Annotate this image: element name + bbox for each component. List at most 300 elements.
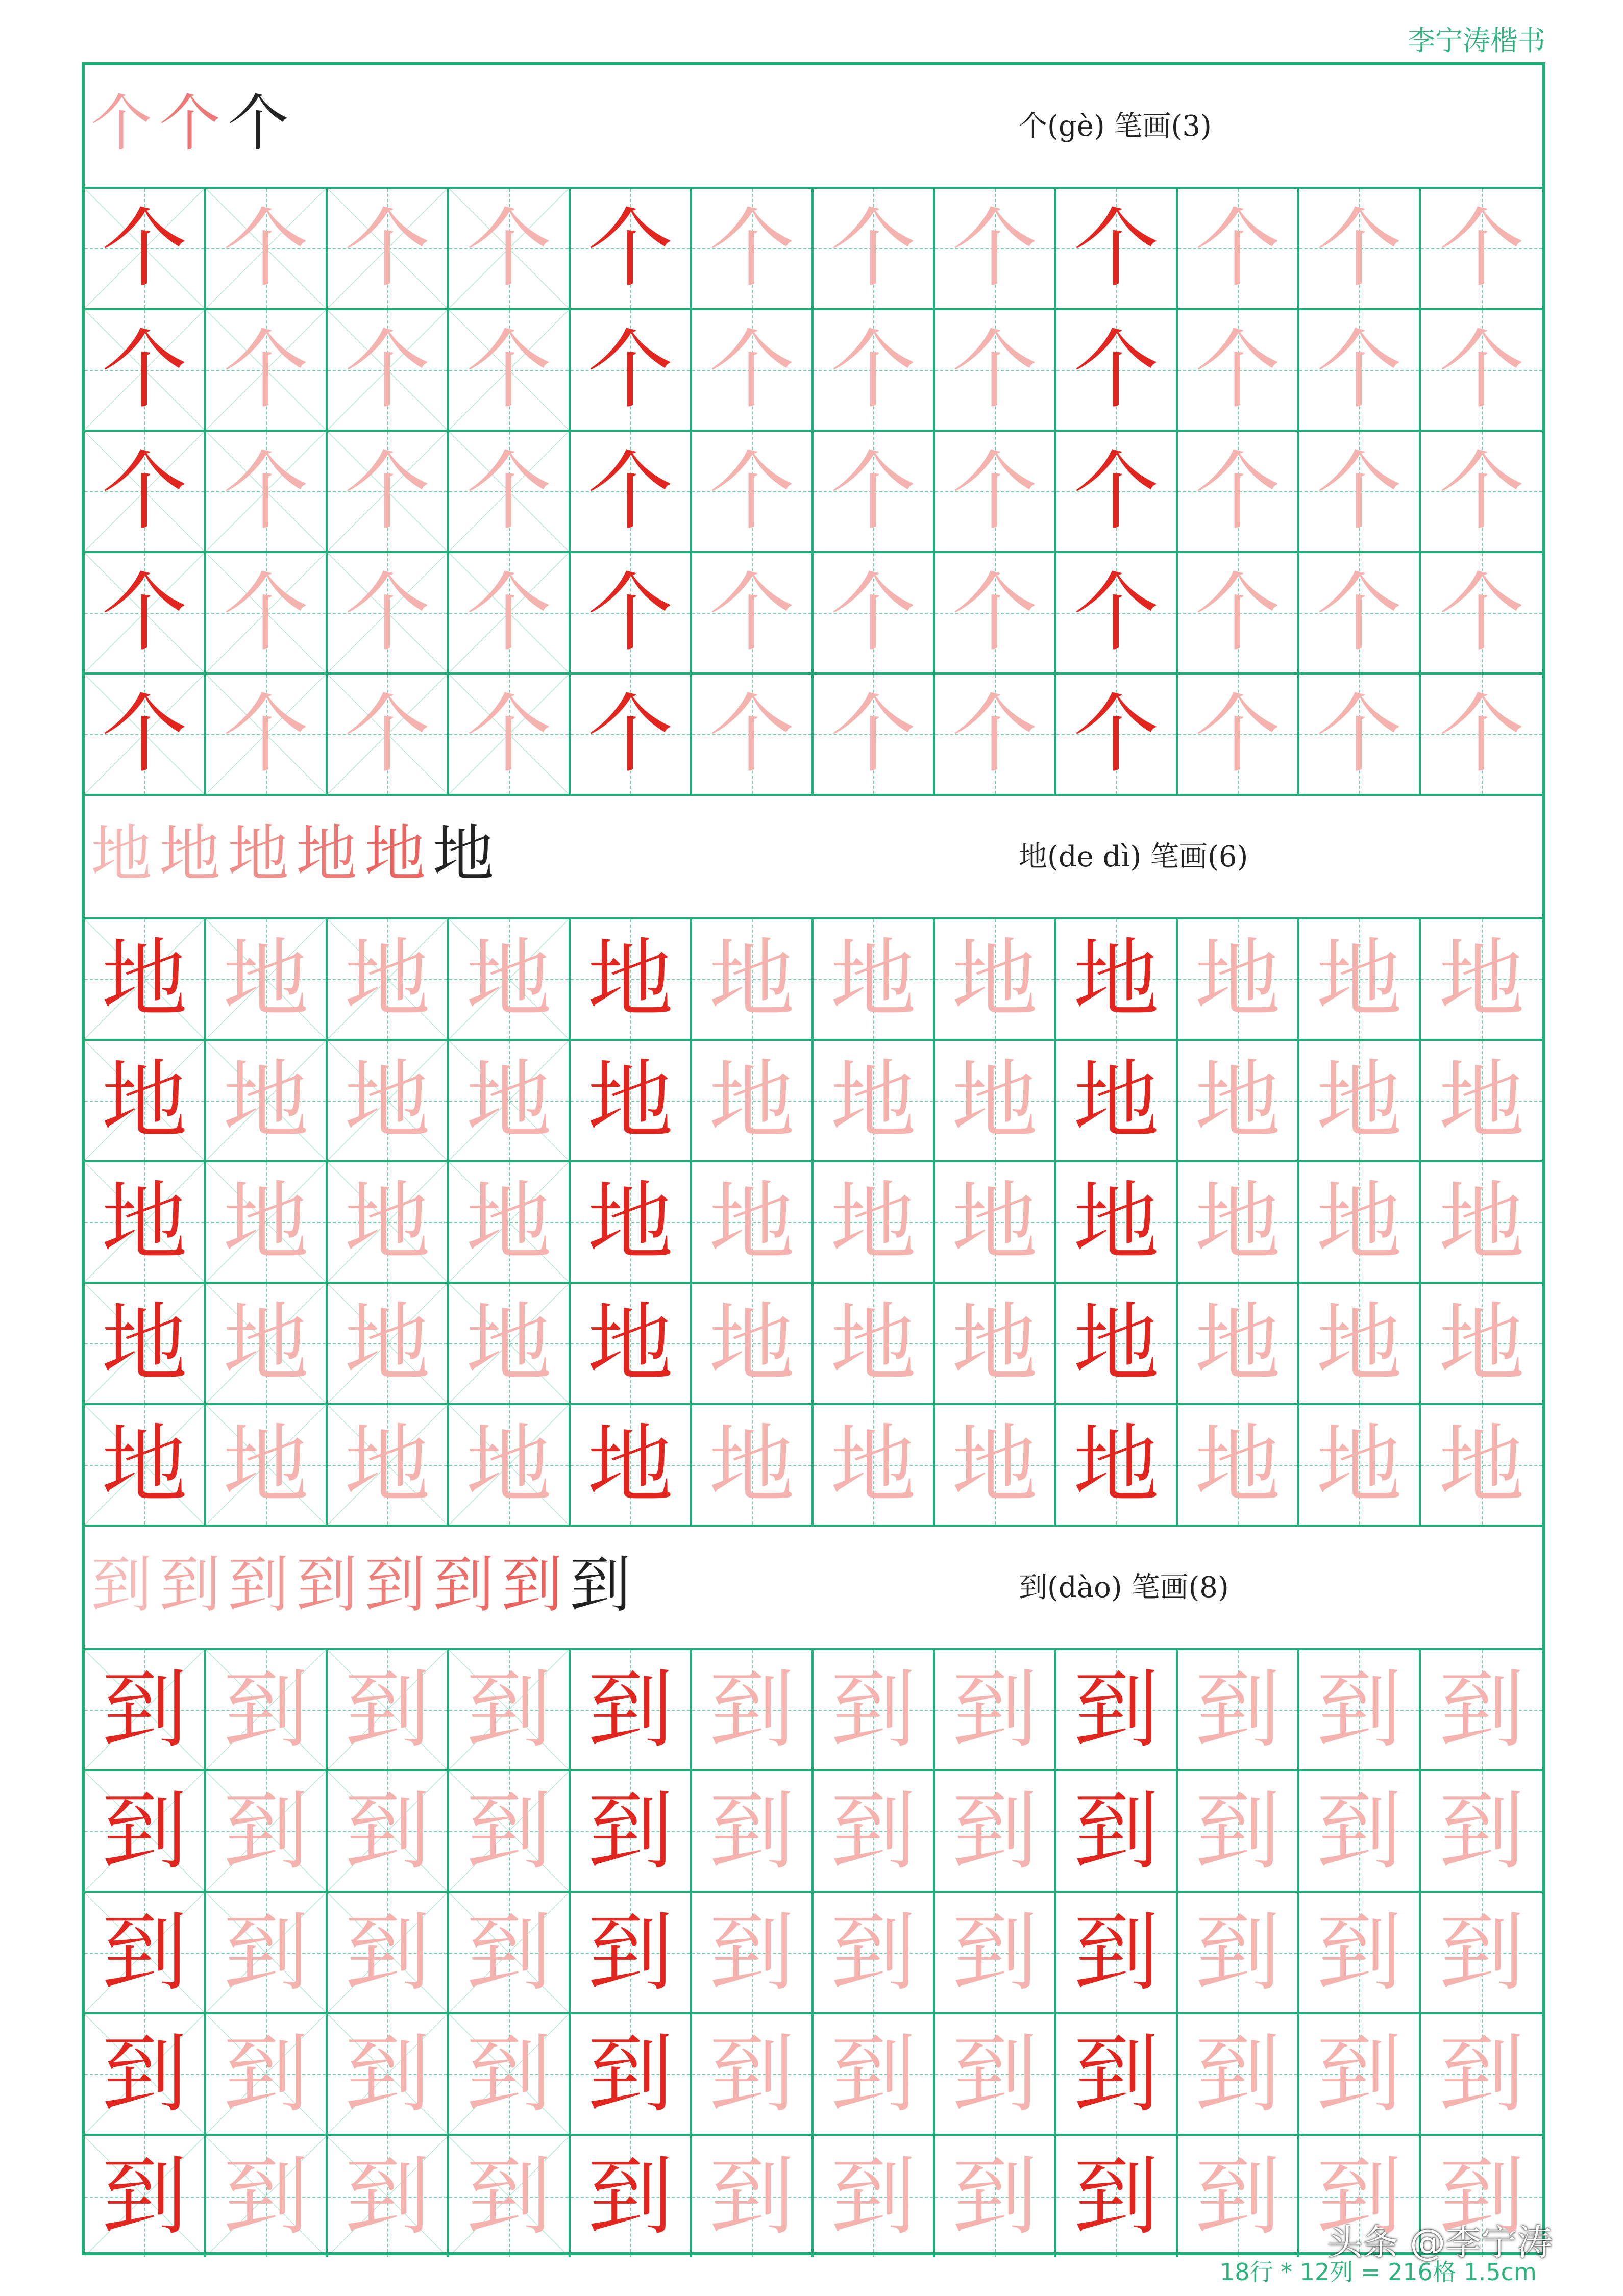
stroke-step: 到 (364, 1550, 426, 1620)
trace-character: 个 (345, 684, 430, 784)
practice-cell (1178, 1650, 1299, 1771)
practice-cell (206, 675, 328, 796)
practice-cell (814, 2014, 935, 2136)
practice-cell (692, 919, 814, 1041)
practice-cell (571, 1284, 692, 1405)
stroke-step: 地 (91, 819, 152, 890)
practice-cell (1299, 553, 1421, 675)
practice-cell (328, 553, 449, 675)
trace-character: 地 (223, 1051, 309, 1151)
practice-cell (449, 1405, 571, 1527)
trace-character: 个 (1439, 563, 1524, 663)
practice-cell (85, 432, 206, 553)
model-character: 个 (102, 320, 187, 420)
practice-cell (449, 1650, 571, 1771)
practice-cell (814, 1405, 935, 1527)
trace-character: 个 (345, 563, 430, 663)
practice-cell (1178, 553, 1299, 675)
practice-cell (1421, 432, 1542, 553)
trace-character: 地 (1316, 1051, 1402, 1151)
trace-character: 到 (952, 1781, 1038, 1881)
trace-character: 个 (345, 198, 430, 298)
model-character: 地 (1073, 1172, 1159, 1272)
practice-cell (1178, 1771, 1299, 1893)
trace-character: 到 (345, 2147, 430, 2247)
stroke-step: 到 (501, 1550, 562, 1620)
model-character: 地 (102, 929, 187, 1029)
trace-character: 到 (1195, 1903, 1281, 2003)
practice-cell (692, 2136, 814, 2257)
practice-cell (449, 2014, 571, 2136)
practice-cell (449, 189, 571, 310)
trace-character: 地 (952, 1051, 1038, 1151)
practice-cell (1056, 1893, 1178, 2014)
trace-character: 地 (1439, 1051, 1524, 1151)
practice-cell (935, 1893, 1056, 2014)
trace-character: 个 (223, 563, 309, 663)
trace-character: 个 (1195, 684, 1281, 784)
practice-cell (85, 553, 206, 675)
model-character: 个 (1073, 441, 1159, 541)
practice-cell (571, 1771, 692, 1893)
practice-cell (935, 1650, 1056, 1771)
model-character: 个 (587, 320, 673, 420)
practice-cell (1178, 310, 1299, 432)
trace-character: 到 (466, 1903, 552, 2003)
practice-cell (814, 189, 935, 310)
trace-character: 个 (952, 563, 1038, 663)
practice-cell (1178, 675, 1299, 796)
model-character: 个 (587, 441, 673, 541)
practice-cell (85, 2136, 206, 2257)
trace-character: 个 (466, 441, 552, 541)
model-character: 个 (1073, 563, 1159, 663)
trace-character: 地 (830, 1051, 916, 1151)
practice-cell (571, 189, 692, 310)
practice-cell (206, 2136, 328, 2257)
stroke-order-sequence (91, 816, 501, 893)
practice-cell (1299, 189, 1421, 310)
trace-character: 到 (1316, 2024, 1402, 2124)
trace-character: 到 (223, 1903, 309, 2003)
practice-cell (935, 1405, 1056, 1527)
practice-cell (692, 553, 814, 675)
practice-cell (1299, 1405, 1421, 1527)
practice-cell (1421, 1405, 1542, 1527)
trace-character: 地 (830, 929, 916, 1029)
trace-character: 到 (223, 2147, 309, 2247)
practice-cell (814, 1041, 935, 1162)
stroke-step: 到 (570, 1550, 631, 1620)
trace-character: 地 (223, 1415, 309, 1515)
practice-cell (85, 1284, 206, 1405)
trace-character: 地 (1439, 1293, 1524, 1393)
trace-character: 地 (1195, 1172, 1281, 1272)
trace-character: 地 (709, 1293, 795, 1393)
practice-cell (85, 1771, 206, 1893)
practice-cell (571, 1893, 692, 2014)
practice-cell (1299, 1162, 1421, 1284)
practice-cell (206, 553, 328, 675)
practice-cell (692, 432, 814, 553)
practice-cell (85, 919, 206, 1041)
practice-cell (692, 2014, 814, 2136)
practice-cell (1299, 310, 1421, 432)
practice-cell (206, 919, 328, 1041)
practice-cell (1421, 675, 1542, 796)
trace-character: 地 (709, 1415, 795, 1515)
practice-cell (935, 189, 1056, 310)
trace-character: 地 (223, 929, 309, 1029)
section-header (85, 65, 1542, 189)
practice-cell (449, 1771, 571, 1893)
trace-character: 到 (830, 1903, 916, 2003)
stroke-step: 到 (228, 1550, 289, 1620)
stroke-step: 到 (296, 1550, 357, 1620)
trace-character: 地 (709, 1051, 795, 1151)
model-character: 个 (1073, 684, 1159, 784)
practice-cell (935, 919, 1056, 1041)
trace-character: 地 (345, 929, 430, 1029)
trace-character: 地 (466, 1172, 552, 1272)
practice-cell (328, 919, 449, 1041)
stroke-step: 到 (91, 1550, 152, 1620)
trace-character: 到 (1439, 1903, 1524, 2003)
trace-character: 到 (223, 1781, 309, 1881)
trace-character: 到 (1439, 1781, 1524, 1881)
model-character: 地 (587, 929, 673, 1029)
trace-character: 地 (1439, 1415, 1524, 1515)
practice-cell (206, 1284, 328, 1405)
trace-character: 地 (830, 1415, 916, 1515)
practice-cell (1299, 432, 1421, 553)
trace-character: 到 (830, 2024, 916, 2124)
practice-cell (935, 553, 1056, 675)
trace-character: 到 (830, 1660, 916, 1760)
trace-character: 个 (1195, 441, 1281, 541)
practice-cell (692, 1162, 814, 1284)
practice-cell (1299, 2014, 1421, 2136)
practice-cell (1178, 2136, 1299, 2257)
trace-character: 到 (466, 2147, 552, 2247)
practice-cell (206, 310, 328, 432)
practice-cell (571, 675, 692, 796)
character-info: 到(dào) 笔画(8) (1019, 1571, 1229, 1604)
trace-character: 个 (1195, 198, 1281, 298)
model-character: 到 (1073, 1660, 1159, 1760)
practice-cell (1299, 1041, 1421, 1162)
model-character: 地 (102, 1172, 187, 1272)
practice-cell (1178, 189, 1299, 310)
model-character: 到 (1073, 2147, 1159, 2247)
practice-cell (571, 432, 692, 553)
trace-character: 个 (1439, 198, 1524, 298)
practice-cell (1056, 1405, 1178, 1527)
trace-character: 个 (223, 684, 309, 784)
practice-cell (814, 675, 935, 796)
practice-cell (571, 919, 692, 1041)
practice-cell (328, 189, 449, 310)
trace-character: 个 (1195, 563, 1281, 663)
model-character: 地 (1073, 1415, 1159, 1515)
trace-character: 个 (1316, 441, 1402, 541)
practice-cell (814, 1650, 935, 1771)
practice-cell (814, 310, 935, 432)
trace-character: 地 (1316, 1293, 1402, 1393)
trace-character: 到 (1316, 1781, 1402, 1881)
practice-cell (206, 1893, 328, 2014)
trace-character: 到 (1439, 1660, 1524, 1760)
practice-cell (1056, 1041, 1178, 1162)
practice-cell (935, 1041, 1056, 1162)
trace-character: 到 (709, 1660, 795, 1760)
trace-character: 个 (830, 684, 916, 784)
model-character: 到 (102, 1903, 187, 2003)
model-character: 个 (587, 684, 673, 784)
practice-cell (449, 432, 571, 553)
practice-grid (85, 919, 1542, 1527)
trace-character: 地 (1316, 1415, 1402, 1515)
trace-character: 个 (1195, 320, 1281, 420)
practice-cell (1056, 675, 1178, 796)
practice-cell (85, 675, 206, 796)
practice-cell (692, 1405, 814, 1527)
practice-cell (328, 1893, 449, 2014)
practice-cell (1178, 1893, 1299, 2014)
practice-cell (1299, 919, 1421, 1041)
trace-character: 个 (1439, 320, 1524, 420)
trace-character: 地 (1316, 1172, 1402, 1272)
practice-cell (935, 432, 1056, 553)
model-character: 到 (587, 2024, 673, 2124)
model-character: 个 (102, 563, 187, 663)
trace-character: 地 (345, 1172, 430, 1272)
trace-character: 到 (1316, 2147, 1402, 2247)
stroke-step: 地 (228, 819, 289, 890)
practice-cell (1056, 189, 1178, 310)
trace-character: 地 (1195, 1415, 1281, 1515)
practice-cell (935, 675, 1056, 796)
trace-character: 地 (709, 1172, 795, 1272)
practice-cell (449, 675, 571, 796)
model-character: 个 (1073, 320, 1159, 420)
practice-cell (1056, 310, 1178, 432)
practice-cell (692, 1284, 814, 1405)
trace-character: 个 (1316, 198, 1402, 298)
practice-cell (814, 1771, 935, 1893)
practice-cell (571, 1405, 692, 1527)
trace-character: 到 (1439, 2147, 1524, 2247)
trace-character: 个 (830, 563, 916, 663)
trace-character: 到 (709, 1781, 795, 1881)
watermark: 头条 @李宁涛 (1327, 2222, 1553, 2263)
practice-cell (328, 1162, 449, 1284)
trace-character: 个 (223, 441, 309, 541)
practice-cell (814, 1893, 935, 2014)
practice-cell (449, 1041, 571, 1162)
trace-character: 个 (952, 441, 1038, 541)
practice-cell (449, 2136, 571, 2257)
model-character: 个 (587, 563, 673, 663)
stroke-order-sequence (91, 86, 296, 162)
model-character: 到 (587, 2147, 673, 2247)
section-header (85, 1527, 1542, 1650)
stroke-step: 地 (159, 819, 220, 890)
trace-character: 个 (1439, 441, 1524, 541)
practice-cell (1299, 1893, 1421, 2014)
practice-cell (1178, 1041, 1299, 1162)
practice-cell (85, 1893, 206, 2014)
practice-cell (1299, 675, 1421, 796)
trace-character: 地 (1195, 929, 1281, 1029)
practice-cell (571, 1162, 692, 1284)
trace-character: 个 (1439, 684, 1524, 784)
model-character: 地 (587, 1051, 673, 1151)
trace-character: 到 (466, 2024, 552, 2124)
practice-cell (1421, 2014, 1542, 2136)
practice-grid (85, 189, 1542, 796)
character-info: 个(gè) 笔画(3) (1019, 110, 1212, 143)
practice-cell (85, 1041, 206, 1162)
practice-cell (1056, 2136, 1178, 2257)
trace-character: 地 (1316, 929, 1402, 1029)
trace-character: 个 (952, 320, 1038, 420)
trace-character: 地 (345, 1051, 430, 1151)
practice-cell (449, 310, 571, 432)
model-character: 到 (587, 1660, 673, 1760)
practice-cell (1421, 1041, 1542, 1162)
trace-character: 到 (952, 1660, 1038, 1760)
trace-character: 个 (223, 198, 309, 298)
practice-cell (449, 919, 571, 1041)
trace-character: 个 (466, 320, 552, 420)
practice-cell (85, 1162, 206, 1284)
practice-cell (1421, 310, 1542, 432)
trace-character: 地 (1439, 1172, 1524, 1272)
trace-character: 到 (1316, 1660, 1402, 1760)
model-character: 地 (1073, 1293, 1159, 1393)
model-character: 地 (587, 1172, 673, 1272)
trace-character: 到 (1195, 2024, 1281, 2124)
practice-cell (1421, 2136, 1542, 2257)
character-section (85, 796, 1542, 1527)
trace-character: 个 (830, 320, 916, 420)
character-section (85, 65, 1542, 796)
practice-cell (1056, 553, 1178, 675)
trace-character: 到 (952, 2147, 1038, 2247)
trace-character: 地 (952, 1172, 1038, 1272)
practice-cell (206, 1041, 328, 1162)
trace-character: 个 (1316, 320, 1402, 420)
trace-character: 到 (345, 1781, 430, 1881)
practice-cell (1421, 1284, 1542, 1405)
practice-cell (1056, 2014, 1178, 2136)
trace-character: 到 (1439, 2024, 1524, 2124)
trace-character: 到 (709, 2147, 795, 2247)
section-header (85, 796, 1542, 919)
practice-cell (692, 310, 814, 432)
practice-cell (328, 675, 449, 796)
trace-character: 个 (952, 198, 1038, 298)
trace-character: 个 (345, 320, 430, 420)
practice-cell (206, 189, 328, 310)
model-character: 个 (102, 684, 187, 784)
practice-grid (85, 1650, 1542, 2257)
trace-character: 个 (709, 320, 795, 420)
trace-character: 地 (709, 929, 795, 1029)
trace-character: 地 (466, 929, 552, 1029)
practice-cell (449, 1893, 571, 2014)
practice-cell (1421, 1162, 1542, 1284)
trace-character: 到 (466, 1660, 552, 1760)
practice-cell (328, 2014, 449, 2136)
stroke-step: 地 (433, 819, 494, 890)
practice-cell (935, 2014, 1056, 2136)
practice-cell (814, 2136, 935, 2257)
trace-character: 到 (223, 2024, 309, 2124)
trace-character: 个 (345, 441, 430, 541)
practice-cell (206, 2014, 328, 2136)
practice-cell (1056, 1162, 1178, 1284)
model-character: 个 (587, 198, 673, 298)
practice-cell (328, 432, 449, 553)
practice-cell (328, 1041, 449, 1162)
practice-cell (571, 2014, 692, 2136)
model-character: 到 (102, 1781, 187, 1881)
practice-cell (571, 553, 692, 675)
model-character: 地 (587, 1293, 673, 1393)
practice-cell (85, 1650, 206, 1771)
practice-cell (692, 1893, 814, 2014)
practice-cell (814, 1284, 935, 1405)
trace-character: 地 (830, 1293, 916, 1393)
trace-character: 到 (709, 1903, 795, 2003)
trace-character: 地 (1195, 1051, 1281, 1151)
practice-cell (1178, 919, 1299, 1041)
trace-character: 到 (223, 1660, 309, 1760)
trace-character: 个 (466, 198, 552, 298)
practice-cell (814, 919, 935, 1041)
practice-cell (85, 1405, 206, 1527)
practice-cell (85, 2014, 206, 2136)
practice-cell (571, 1650, 692, 1771)
practice-cell (814, 432, 935, 553)
practice-cell (935, 1284, 1056, 1405)
trace-character: 个 (466, 563, 552, 663)
character-info: 地(de dì) 笔画(6) (1019, 840, 1248, 874)
trace-character: 个 (952, 684, 1038, 784)
trace-character: 地 (1439, 929, 1524, 1029)
trace-character: 到 (709, 2024, 795, 2124)
practice-cell (692, 1041, 814, 1162)
trace-character: 到 (345, 1660, 430, 1760)
model-character: 到 (102, 2147, 187, 2247)
model-character: 地 (102, 1293, 187, 1393)
practice-cell (571, 310, 692, 432)
trace-character: 到 (466, 1781, 552, 1881)
trace-character: 个 (709, 441, 795, 541)
practice-cell (935, 1162, 1056, 1284)
practice-cell (328, 1284, 449, 1405)
practice-cell (692, 1771, 814, 1893)
trace-character: 地 (952, 929, 1038, 1029)
character-section (85, 1527, 1542, 2257)
trace-character: 地 (223, 1293, 309, 1393)
trace-character: 个 (830, 441, 916, 541)
model-character: 到 (587, 1781, 673, 1881)
practice-cell (935, 2136, 1056, 2257)
practice-cell (1421, 553, 1542, 675)
